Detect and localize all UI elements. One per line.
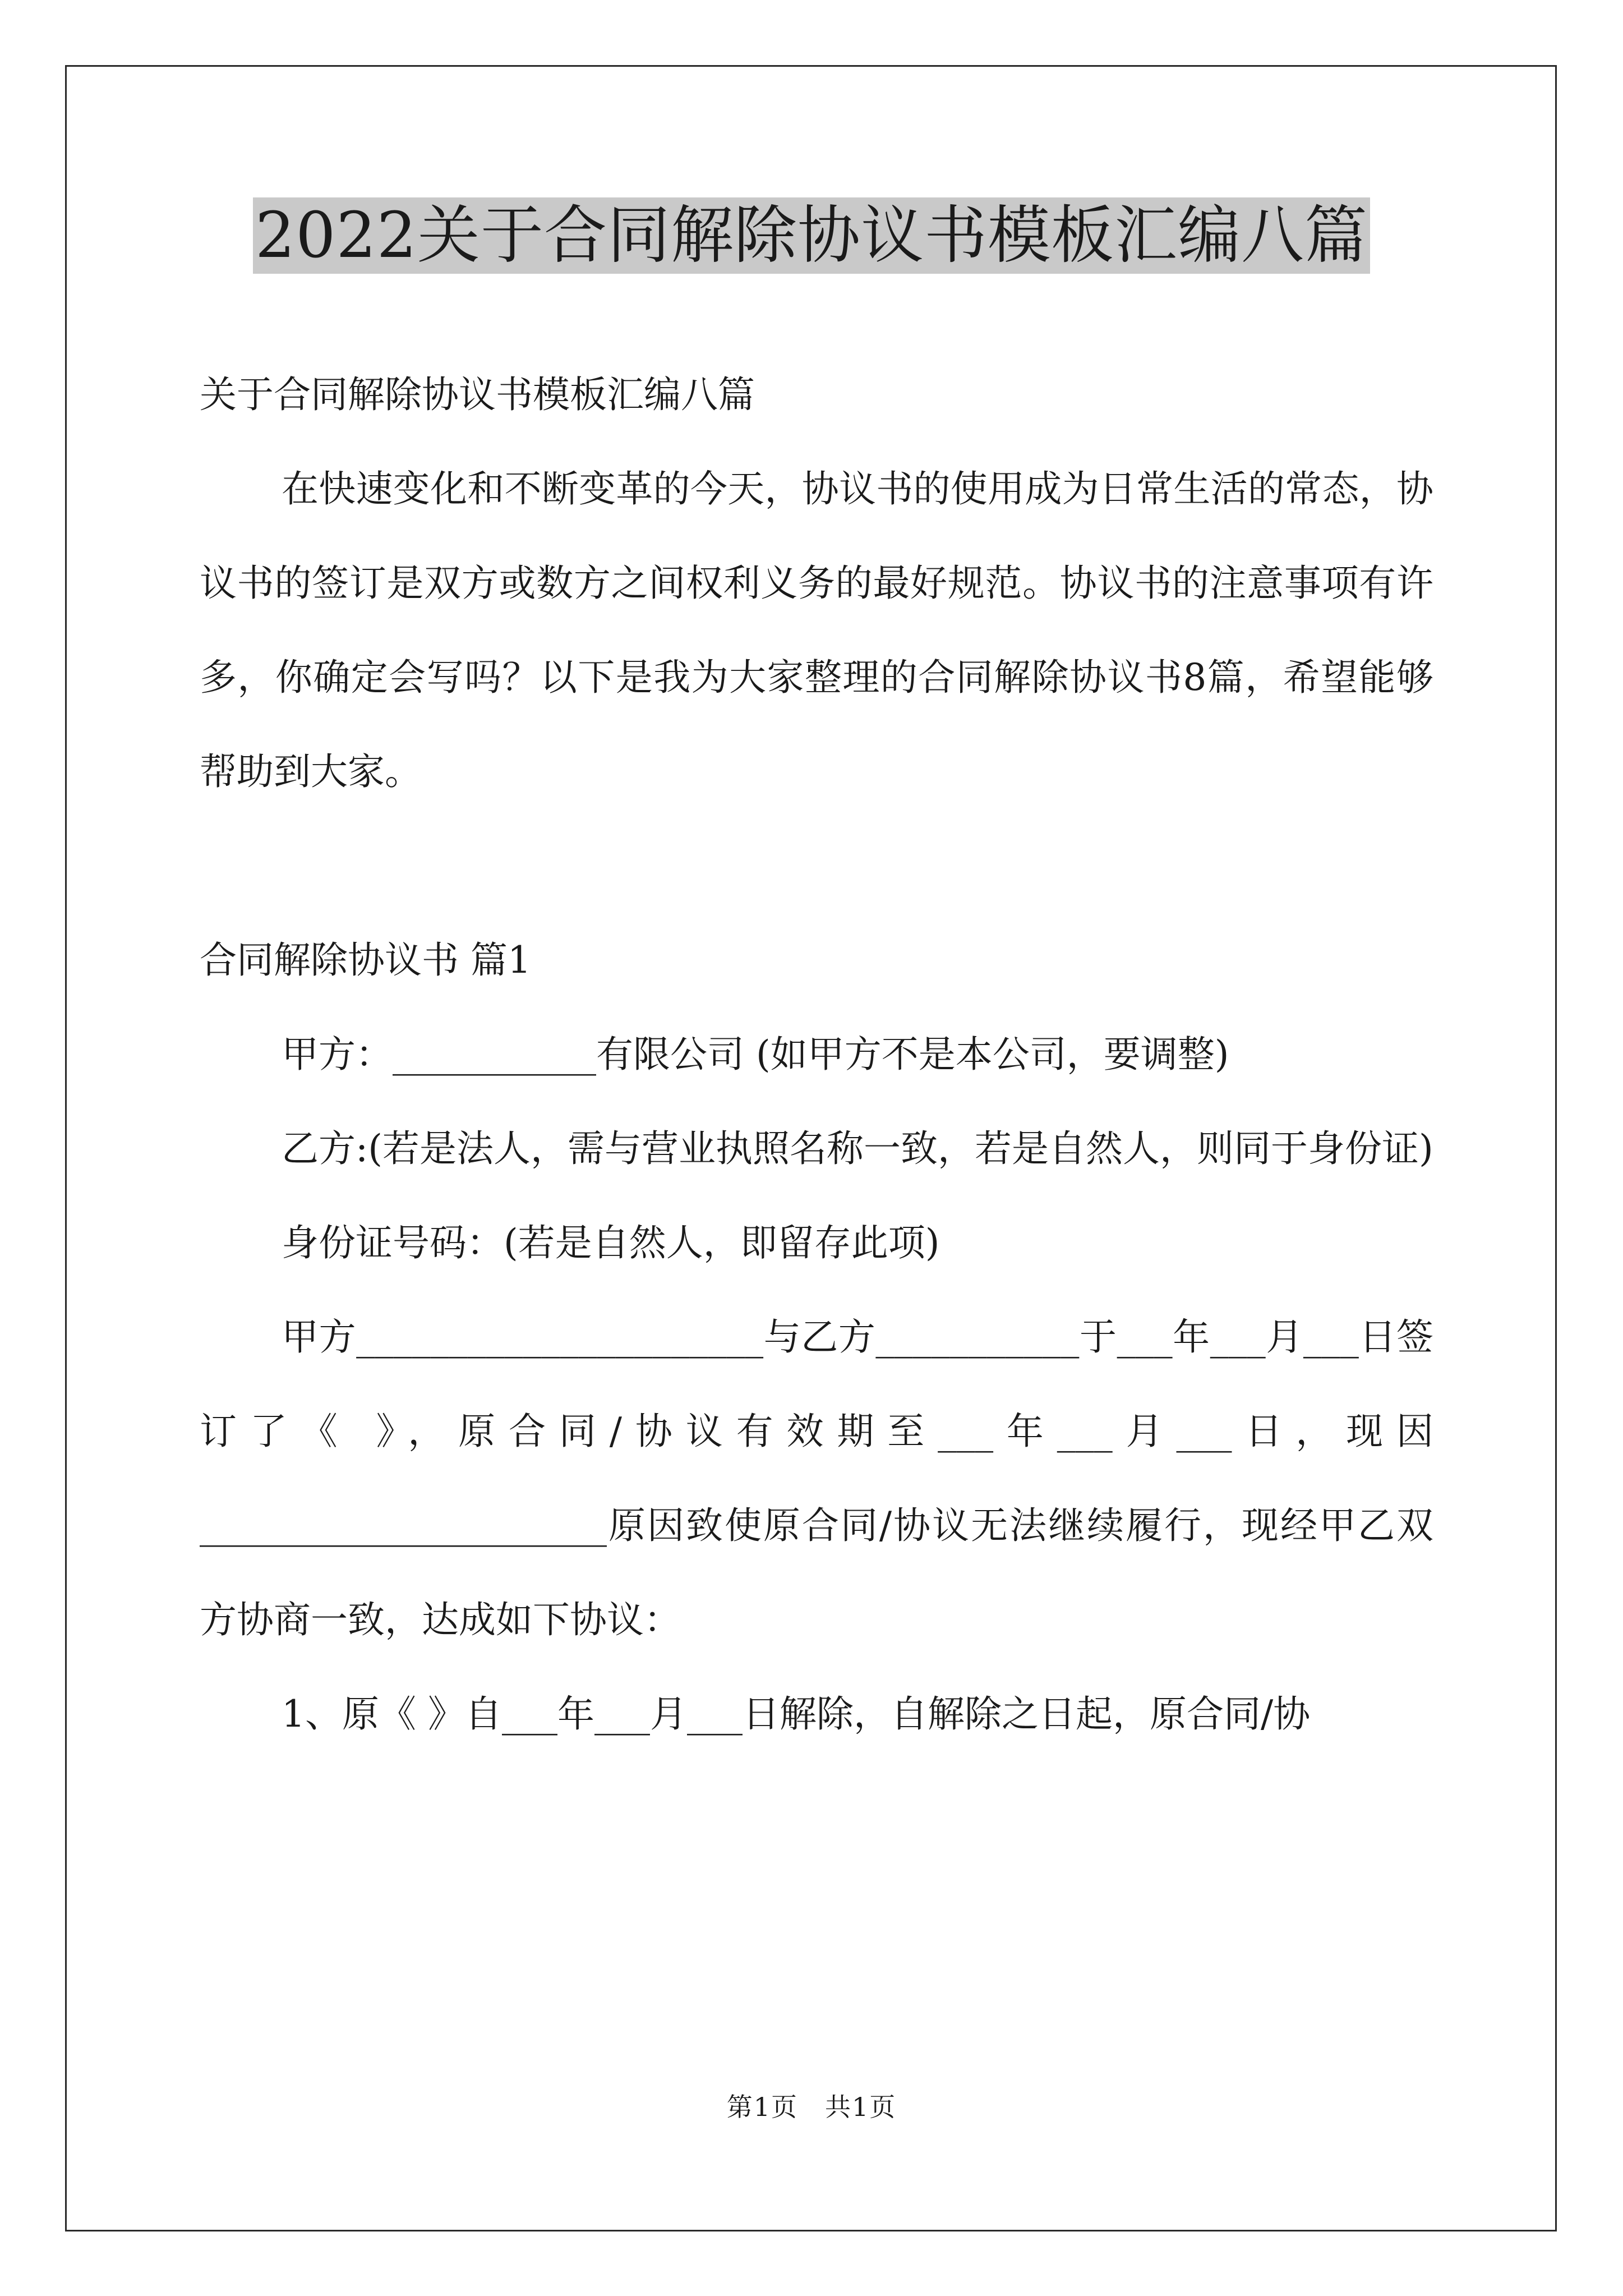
section-heading: 合同解除协议书 篇1 xyxy=(200,938,531,982)
page-footer: 第1页 共1页 xyxy=(726,2092,897,2122)
party-a-line: 甲方：___________有限公司 (如甲方不是本公司，要调整) xyxy=(282,1033,1229,1076)
intro-paragraph: 在快速变化和不断变革的今天，协议书的使用成为日常生活的常态，协议书的签订是双方或数方之间权利义务的最好规范。协议书的注意事项有许多，你确定会写吗？以下是我为大家整理的合同解除协议书8篇，希望能够帮助到大家。 xyxy=(200,467,1433,793)
id-number-line: 身份证号码：(若是自然人，即留存此项) xyxy=(282,1221,940,1264)
document-title: 2022关于合同解除协议书模板汇编八篇 xyxy=(253,197,1370,274)
agreement-paragraph: 甲方______________________与乙方___________于___年___月___日签订了《 》，原合同/协议有效期至___年___月___日，现因______________________原因致使原合同/协议无法继续履行，现经甲乙双方协商一致，达成如下协议： xyxy=(200,1315,1433,1641)
party-b-line: 乙方:(若是法人，需与营业执照名称一致，若是自然人，则同于身份证) xyxy=(282,1127,1433,1170)
title-container xyxy=(0,197,1623,274)
section-spacer xyxy=(200,819,1433,913)
document-subtitle: 关于合同解除协议书模板汇编八篇 xyxy=(200,373,755,416)
document-body xyxy=(200,348,1433,1761)
clause-1: 1、原《 》自___年___月___日解除，自解除之日起，原合同/协 xyxy=(282,1692,1311,1736)
